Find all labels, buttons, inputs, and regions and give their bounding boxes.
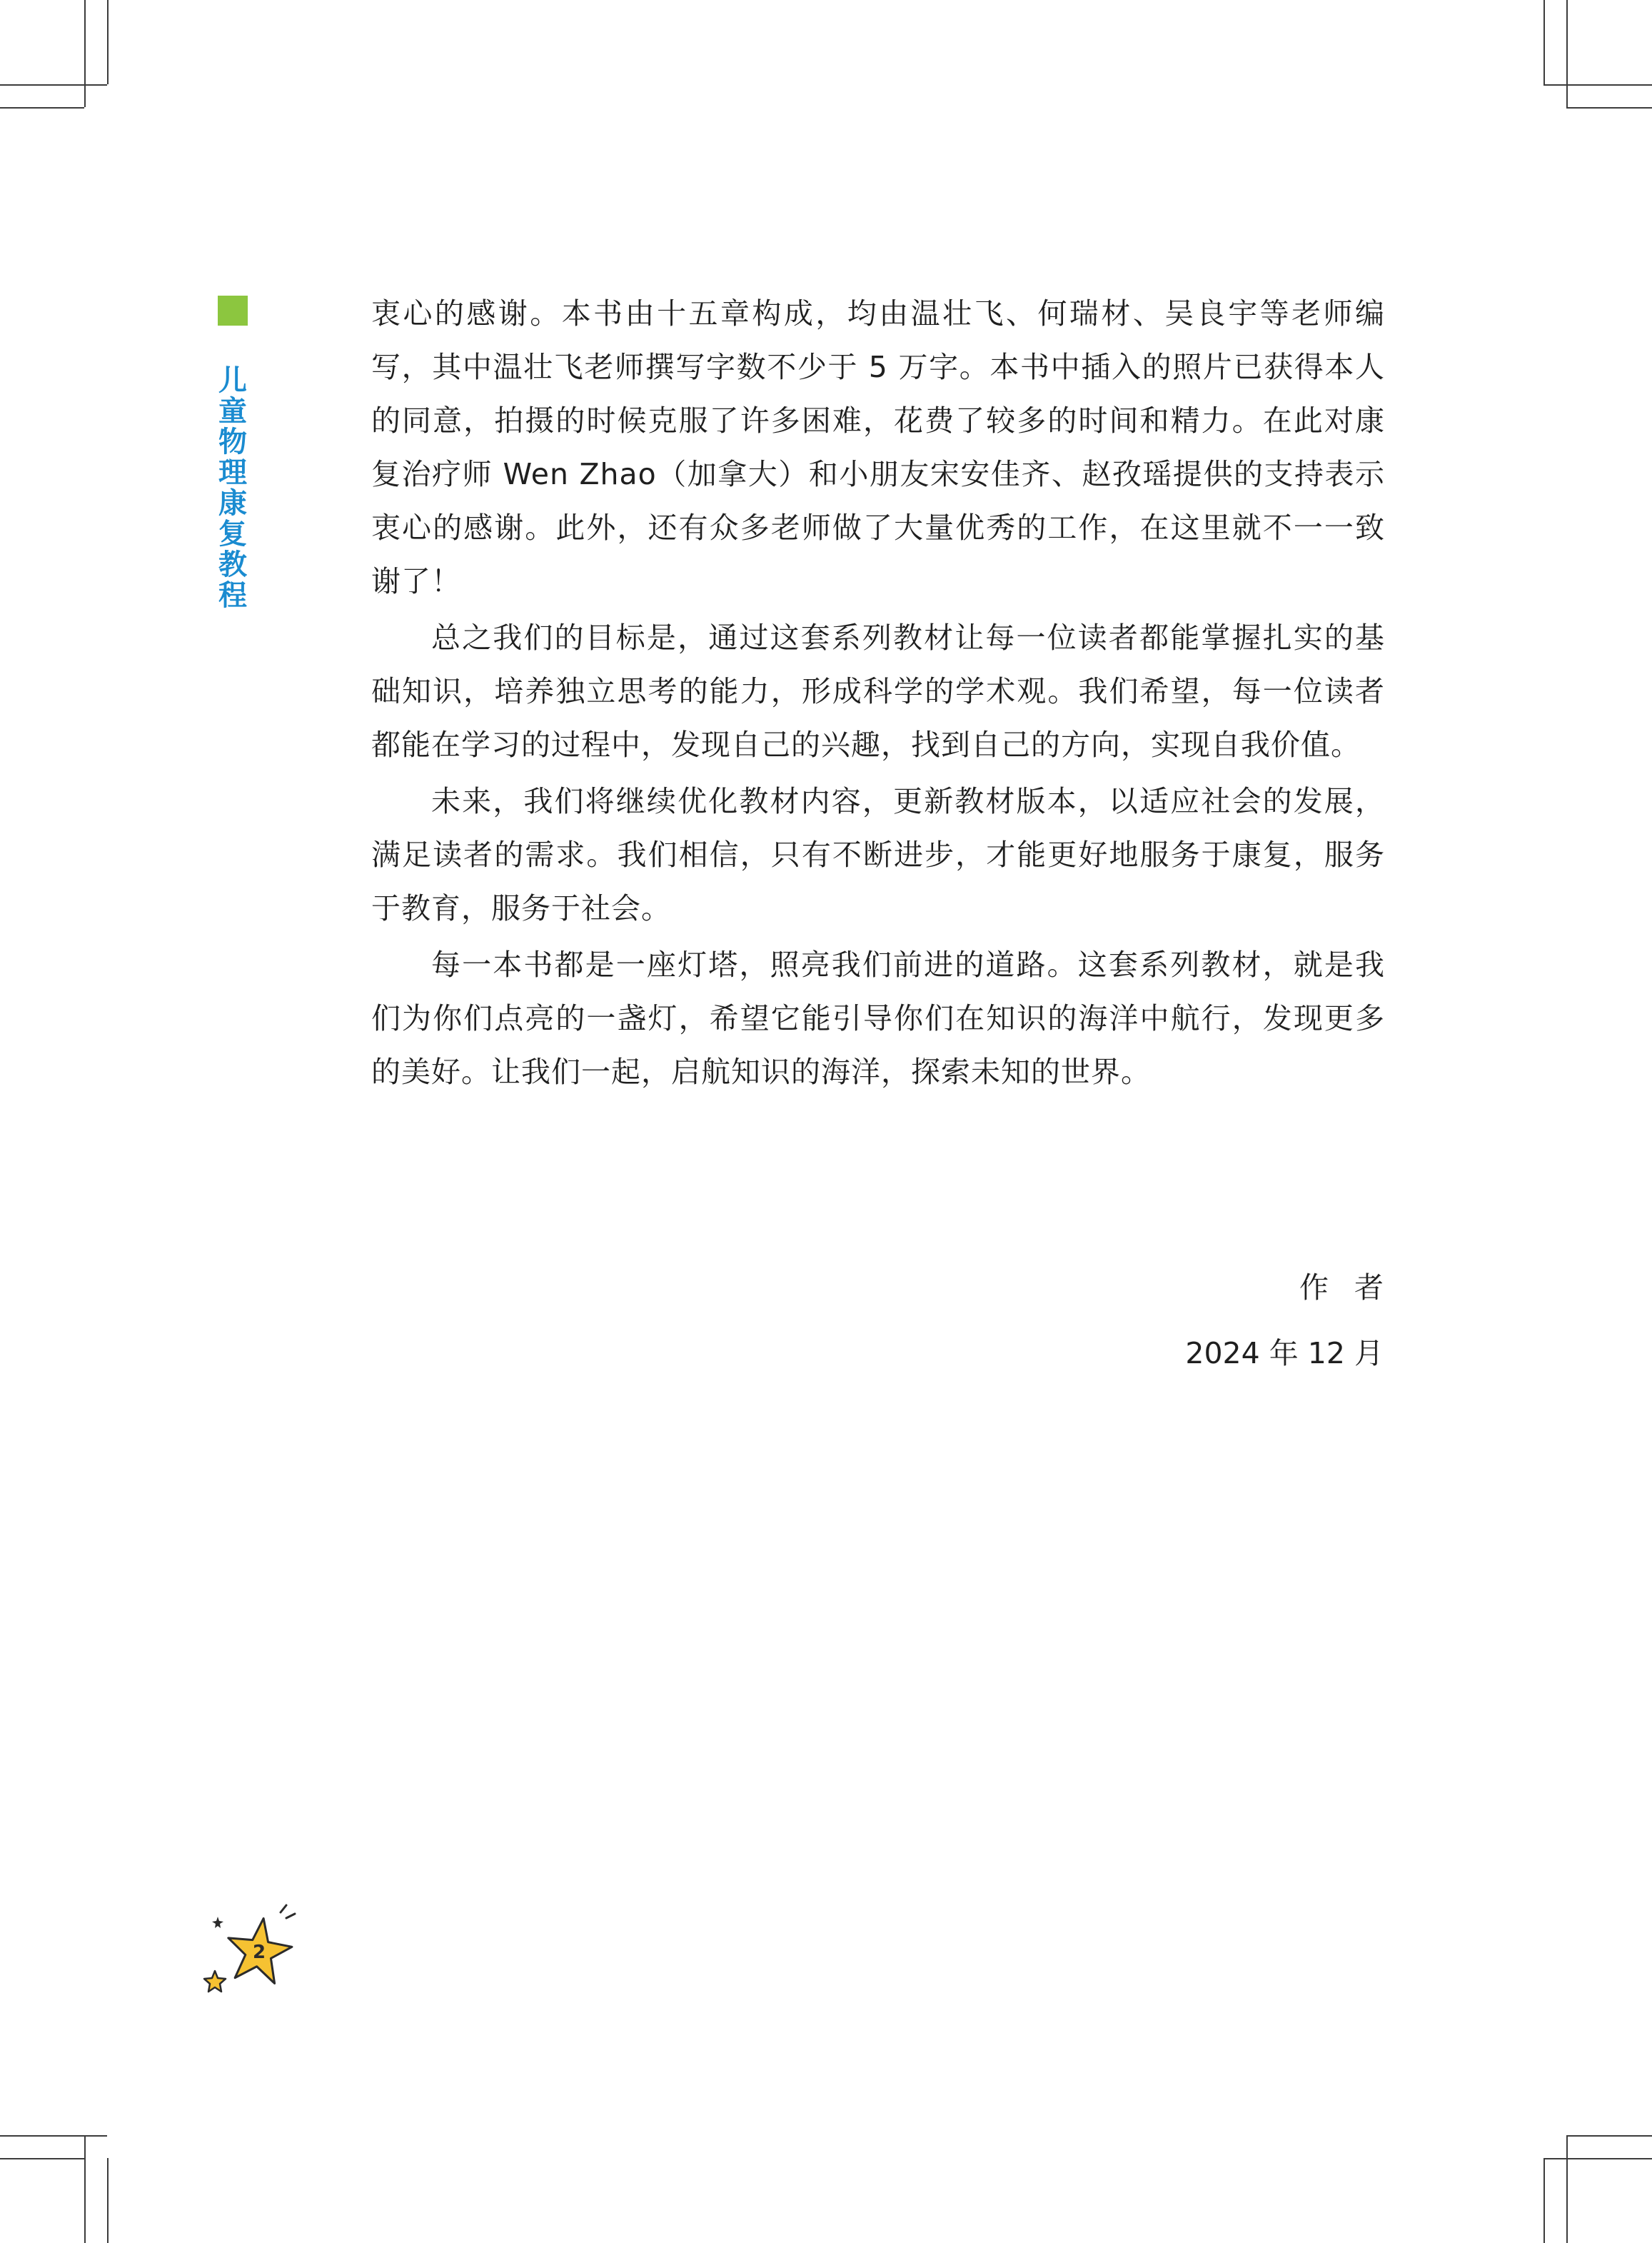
crop-mark <box>107 0 109 84</box>
running-title-char: 儿 <box>218 364 247 397</box>
crop-mark <box>1543 2158 1652 2159</box>
crop-mark <box>1566 0 1568 107</box>
running-title-char: 教 <box>218 548 247 581</box>
crop-mark <box>1543 84 1652 86</box>
running-title-char: 复 <box>218 518 247 551</box>
crop-mark <box>1566 2135 1652 2137</box>
paragraph: 衷心的感谢。本书由十五章构成，均由温壮飞、何瑞材、吴良宇等老师编写，其中温壮飞老师撰写字数不少于 5 万字。本书中插入的照片已获得本人的同意，拍摄的时候克服了许多困难，花费了较多的时间和精力。在此对康复治疗师 Wen Zhao（加拿大）和小朋友宋安佳齐、赵孜瑶提供的支持表示衷心的感谢。此外，还有众多老师做了大量优秀的工作，在这里就不一一致谢了！ <box>371 296 1385 598</box>
signature-author: 作者 <box>1299 1270 1409 1305</box>
page-number: 2 <box>252 1942 266 1963</box>
running-title-char: 童 <box>218 395 247 428</box>
crop-mark <box>84 2135 86 2243</box>
paragraph: 总之我们的目标是，通过这套系列教材让每一位读者都能掌握扎实的基础知识，培养独立思考的能力，形成科学的学术观。我们希望，每一位读者都能在学习的过程中，发现自己的兴趣，找到自己的方向，实现自我价值。 <box>371 621 1385 762</box>
running-title-char: 理 <box>218 456 247 489</box>
page-number-badge <box>196 1900 311 2007</box>
crop-mark <box>0 2135 107 2137</box>
running-title-char: 物 <box>218 426 247 458</box>
paragraph: 每一本书都是一座灯塔，照亮我们前进的道路。这套系列教材，就是我们为你们点亮的一盏灯，希望它能引导你们在知识的海洋中航行，发现更多的美好。让我们一起，启航知识的海洋，探索未知的世界。 <box>371 948 1385 1089</box>
crop-mark <box>1566 2135 1568 2243</box>
crop-mark <box>0 2158 84 2159</box>
crop-mark <box>1543 2158 1545 2243</box>
crop-mark <box>107 2158 109 2243</box>
preface-body <box>371 287 1385 1099</box>
star-icon <box>204 1905 296 1992</box>
running-title-char: 程 <box>218 579 247 612</box>
crop-mark <box>0 107 84 109</box>
crop-mark <box>84 0 86 107</box>
paragraph: 未来，我们将继续优化教材内容，更新教材版本，以适应社会的发展，满足读者的需求。我们相信，只有不断进步，才能更好地服务于康复，服务于教育，服务于社会。 <box>371 784 1385 925</box>
side-marker <box>218 296 248 326</box>
crop-mark <box>1543 0 1545 84</box>
crop-mark <box>0 84 107 86</box>
running-title-char: 康 <box>218 487 247 520</box>
signature-date: 2024 年 12 月 <box>1185 1336 1384 1370</box>
crop-mark <box>1566 107 1652 109</box>
running-title <box>211 366 254 611</box>
